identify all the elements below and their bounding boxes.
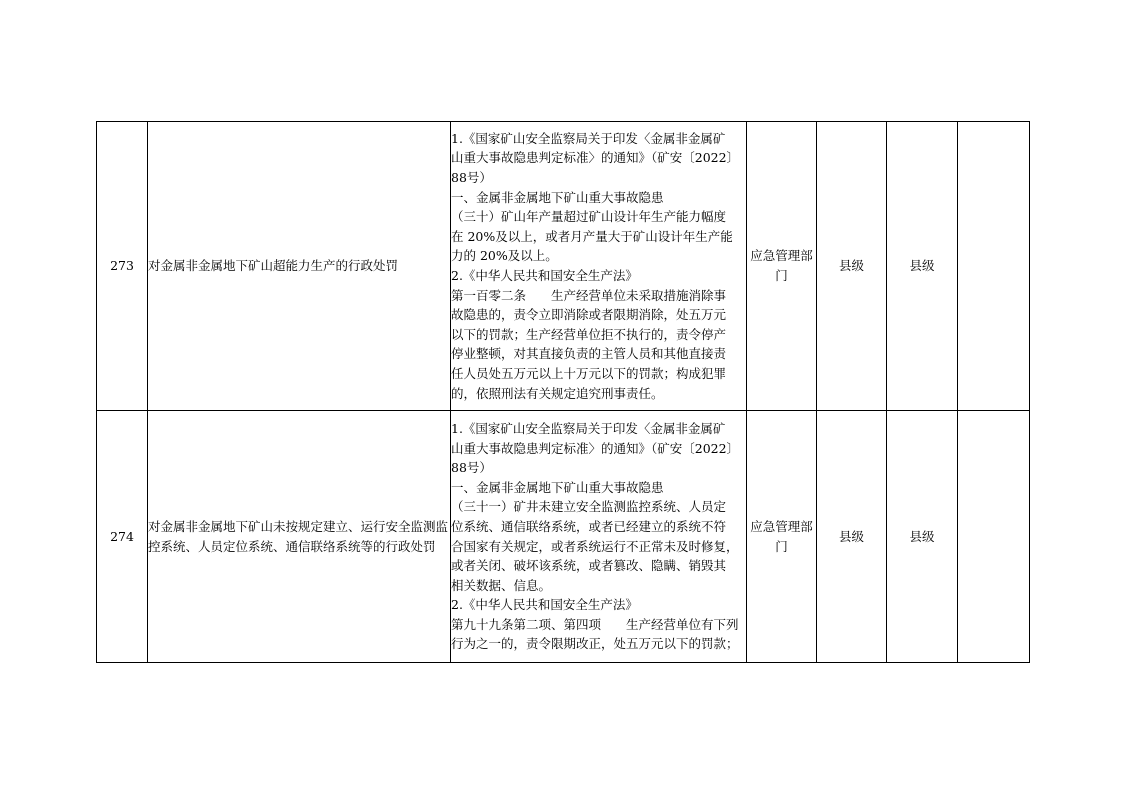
basis-line: 1.《国家矿山安全监察局关于印发〈金属非金属矿 [451,420,726,436]
remarks-cell [958,122,1030,411]
row-number: 274 [97,411,148,663]
basis-line: 的，依照刑法有关规定追究刑事责任。 [451,385,664,401]
basis-line: 任人员处五万元以上十万元以下的罚款；构成犯罪 [451,365,727,381]
row-number: 273 [97,122,148,411]
basis-line: 或者关闭、破坏该系统，或者篡改、隐瞒、销毁其 [451,558,727,574]
enforcement-level: 县级 [817,411,887,663]
basis-line: 合国家有关规定，或者系统运行不正常未及时修复， [451,538,739,554]
basis-line: （三十）矿山年产量超过矿山设计年生产能力幅度 [451,209,727,225]
legal-basis [451,122,747,411]
table-row [97,411,1030,663]
basis-line: 2.《中华人民共和国安全生产法》 [451,597,638,613]
basis-line: 2.《中华人民共和国安全生产法》 [451,268,638,283]
basis-line: 1.《国家矿山安全监察局关于印发〈金属非金属矿 [451,130,726,146]
basis-line: 力的 20%及以上。 [451,248,558,264]
item-name: 对金属非金属地下矿山未按规定建立、运行安全监测监控系统、人员定位系统、通信联络系统等的行政处罚 [148,411,451,663]
basis-line: 88号） [451,170,492,186]
basis-line: 相关数据、信息。 [451,577,552,593]
enforcement-level: 县级 [887,122,958,411]
basis-line: 停业整顿，对其直接负责的主管人员和其他直接责 [451,346,727,362]
basis-line: 位系统、通信联络系统，或者已经建立的系统不符 [451,518,727,534]
basis-line: 故隐患的，责令立即消除或者限期消除，处五万元 [451,307,727,323]
legal-basis [451,411,747,663]
table-row [97,122,1030,411]
basis-line: 以下的罚款；生产经营单位拒不执行的，责令停产 [451,326,727,342]
basis-line: 第一百零二条 生产经营单位未采取措施消除事 [451,287,727,303]
basis-line: （三十一）矿井未建立安全监测监控系统、人员定 [451,499,727,515]
basis-line: 行为之一的，责令限期改正，处五万元以下的罚款； [451,636,739,652]
basis-line: 88号） [451,460,492,476]
remarks-cell [958,411,1030,663]
basis-line: 一、金属非金属地下矿山重大事故隐患 [451,189,664,205]
basis-line: 山重大事故隐患判定标准〉的通知》（矿安〔2022〕 [451,440,740,456]
item-name: 对金属非金属地下矿山超能力生产的行政处罚 [148,122,451,411]
basis-line: 在 20%及以上，或者月产量大于矿山设计年生产能 [451,228,733,244]
basis-line: 一、金属非金属地下矿山重大事故隐患 [451,479,664,495]
responsible-department: 应急管理部门 [747,411,817,663]
enforcement-level: 县级 [817,122,887,411]
basis-line: 山重大事故隐患判定标准〉的通知》（矿安〔2022〕 [451,150,740,166]
responsible-department: 应急管理部门 [747,122,817,411]
enforcement-level: 县级 [887,411,958,663]
basis-line: 第九十九条第二项、第四项 生产经营单位有下列 [451,616,739,632]
penalty-table [96,121,1030,663]
